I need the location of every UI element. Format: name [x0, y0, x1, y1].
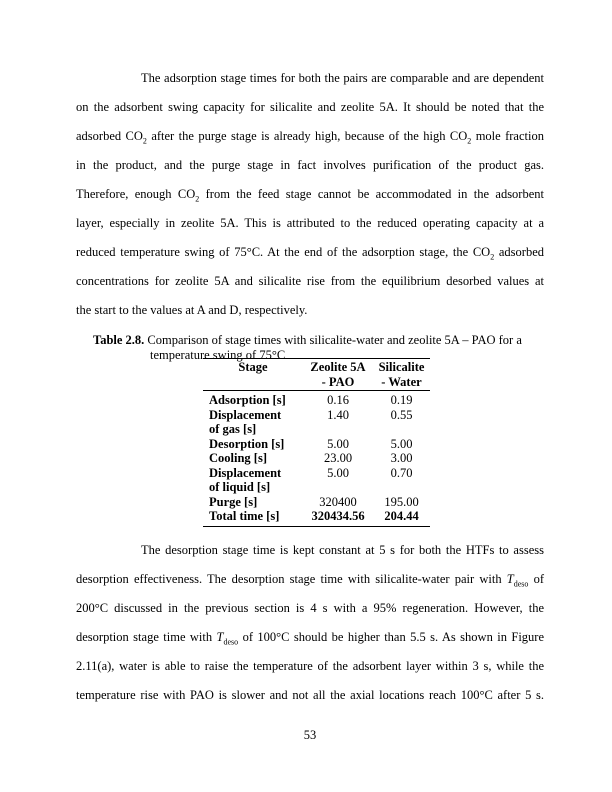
table-caption-text: Comparison of stage times with silicalite-water and zeolite 5A – PAO for a [144, 333, 522, 347]
page-number: 53 [303, 727, 317, 742]
text-line: adsorbed $CO_2$ after the purge stage is already high, because of the high $CO_2$ mole fraction [76, 129, 544, 146]
value-cell: 5.00 [327, 465, 349, 480]
text-line: desorption effectiveness. The desorption stage time with silicalite-water pair with $T_{deso}$ of [76, 571, 545, 588]
stage-cell [203, 509, 303, 526]
text-line: desorption stage time with $T_{deso}$ of 100°C should be higher than 5.5 s. As shown in Figure [76, 629, 544, 646]
column-header-stage [203, 359, 303, 391]
value-cell: 204.44 [384, 509, 419, 523]
table-caption-line2: temperature swing of 75°C [150, 348, 286, 362]
value-cell: 320400 [319, 494, 357, 509]
text-line: The adsorption stage times for both the pairs are comparable and are dependent [141, 71, 544, 85]
text-line: 200°C discussed in the previous section is 4 s with a 95% regeneration. However, the [76, 600, 544, 615]
table-row [203, 437, 430, 452]
text-line: in the product, and the purge stage in fact involves purification of the product gas. [76, 158, 544, 172]
stage-label-line: Total time [s] [209, 509, 280, 523]
stage-cell [203, 466, 303, 495]
table-body [203, 391, 430, 527]
text-line: The desorption stage time is kept constant at 5 s for both the HTFs to assess [141, 542, 544, 557]
text-line: reduced temperature swing of 75°C. At the end of the adsorption stage, the $CO_2$ adsorbed [76, 245, 544, 262]
text-line: concentrations for zeolite 5A and silicalite rise from the equilibrium desorbed values at [76, 274, 544, 288]
column-header-line: - PAO [321, 374, 355, 389]
table-row [203, 451, 430, 466]
paragraph-adsorption-stage [76, 64, 544, 325]
stage-times-table [203, 358, 430, 527]
value-cell: 0.19 [390, 393, 413, 407]
table-header-row [203, 359, 430, 391]
stage-label-line: of liquid [s] [209, 480, 271, 494]
text-line: 2.11(a), water is able to raise the temperature of the adsorbent layer within 3 s, while the [76, 658, 544, 673]
stage-cell [203, 451, 303, 466]
column-header-zeolite-pao [303, 359, 373, 391]
value-cell: 1.40 [327, 407, 349, 422]
text-line: on the adsorbent swing capacity for silicalite and zeolite 5A. It should be noted that the [76, 100, 544, 114]
table-row [203, 391, 430, 408]
value-cell: 195.00 [384, 494, 419, 509]
stage-cell [203, 408, 303, 437]
column-header-line: Silicalite [378, 360, 425, 374]
value-cell: 5.00 [390, 436, 413, 451]
column-header-line: Zeolite 5A [310, 360, 366, 374]
value-cell: 0.16 [327, 393, 349, 407]
text-line: Therefore, enough $CO_2$ from the feed stage cannot be accommodated in the adsorbent [76, 187, 544, 204]
stage-label-line: Desorption [s] [209, 436, 285, 451]
table-header [203, 359, 430, 391]
stage-label-line: Purge [s] [209, 494, 258, 509]
value-cell: 5.00 [327, 436, 349, 451]
text-line: temperature rise with PAO is slower and not all the axial locations reach 100°C after 5 s. [76, 687, 544, 702]
stage-label-line: Cooling [s] [209, 451, 267, 465]
column-header-line: - Water [381, 374, 422, 389]
value-cell: 23.00 [323, 451, 353, 465]
value-cell: 3.00 [390, 451, 413, 465]
stage-cell [203, 495, 303, 510]
value-cell: 320434.56 [311, 509, 365, 523]
column-header-line: Stage [238, 360, 268, 374]
stage-cell [203, 391, 303, 408]
stage-label-line: of gas [s] [209, 422, 257, 436]
table-row [203, 509, 430, 526]
value-cell: 0.55 [390, 407, 413, 422]
table-row [203, 495, 430, 510]
text-line: the start to the values at A and D, respectively. [76, 303, 308, 317]
stage-cell [203, 437, 303, 452]
stage-label-line: Adsorption [s] [209, 393, 286, 407]
table-row [203, 408, 430, 437]
table-caption-line1 [93, 333, 544, 348]
text-line: layer, especially in zeolite 5A. This is attributed to the reduced operating capacity at a [76, 216, 544, 230]
table-row [203, 466, 430, 495]
value-cell: 0.70 [390, 465, 413, 480]
column-header-silicalite-water [373, 359, 430, 391]
stage-label-line: Displacement [209, 407, 282, 422]
table-caption-label: Table 2.8. [93, 333, 145, 347]
paragraph-desorption-stage [76, 536, 544, 710]
stage-label-line: Displacement [209, 465, 282, 480]
